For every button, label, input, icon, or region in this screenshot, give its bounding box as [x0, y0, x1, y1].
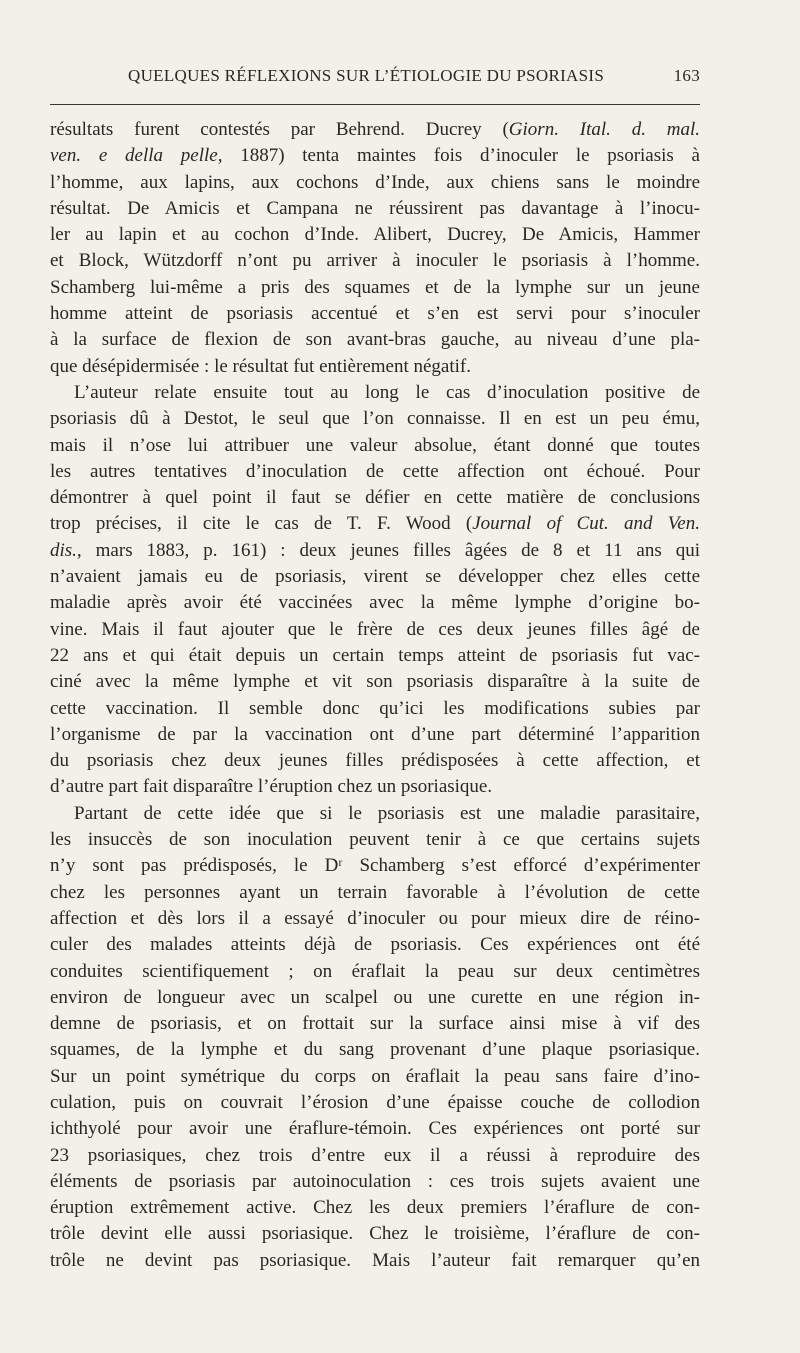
- text-run: éléments de psoriasis par autoinoculation : ces trois sujets avaient une: [50, 1170, 700, 1192]
- text-run: ichthyolé pour avoir une éraflure-témoin. Ces expériences ont porté sur: [50, 1118, 700, 1140]
- text-run: du psoriasis chez deux jeunes filles prédisposées à cette affection, et: [50, 750, 700, 772]
- text-run: demne de psoriasis, et on frottait sur la surface ainsi mise à vif des: [50, 1013, 700, 1035]
- text-line: [50, 722, 700, 748]
- text-run: n’avaient jamais eu de psoriasis, virent se développer chez elles cette: [50, 566, 700, 588]
- text-run: que désépidermisée : le résultat fut entièrement négatif.: [50, 355, 471, 377]
- text-run: psoriasis dû à Destot, le seul que l’on connaisse. Il en est un peu ému,: [50, 408, 700, 430]
- text-run: 22 ans et qui était depuis un certain temps atteint de psoriasis fut vac-: [50, 644, 700, 666]
- text-line: [50, 959, 700, 985]
- text-line: [50, 275, 700, 301]
- text-run: environ de longueur avec un scalpel ou une curette en une région in-: [50, 986, 700, 1008]
- text-line: [50, 511, 700, 537]
- text-run: Schamberg lui-même a pris des squames et de la lymphe sur un jeune: [50, 276, 700, 298]
- text-line: [50, 827, 700, 853]
- page-number: 163: [673, 66, 700, 85]
- header-rule: [50, 104, 700, 105]
- text-line: [50, 538, 700, 564]
- text-run: ler au lapin et au cochon d’Inde. Alibert, Ducrey, De Amicis, Hammer: [50, 224, 700, 246]
- text-line: [50, 985, 700, 1011]
- italic-run: dis.,: [50, 539, 82, 561]
- text-line: [50, 1195, 700, 1221]
- text-run: culation, puis on couvrait l’érosion d’une épaisse couche de collodion: [50, 1091, 700, 1113]
- text-line: [50, 696, 700, 722]
- text-run: l’homme, aux lapins, aux cochons d’Inde, aux chiens sans le moindre: [50, 171, 700, 193]
- text-line: [50, 354, 700, 380]
- text-line: [50, 222, 700, 248]
- text-line: [50, 117, 700, 143]
- text-line: [50, 801, 700, 827]
- text-run: ciné avec la même lymphe et vit son psoriasis disparaître à la suite de: [50, 671, 700, 693]
- text-run: démontrer à quel point il faut se défier en cette matière de conclusions: [50, 487, 700, 509]
- text-run: trôle ne devint pas psoriasique. Mais l’auteur fait remarquer qu’en: [50, 1249, 700, 1271]
- text-run: maladie après avoir été vaccinées avec la même lymphe d’origine bo-: [50, 592, 700, 614]
- text-run: homme atteint de psoriasis accentué et s’en est servi pour s’inoculer: [50, 303, 700, 325]
- text-line: [50, 1116, 700, 1142]
- text-run: 1887) tenta maintes fois d’inoculer le psoriasis à: [222, 145, 700, 167]
- italic-run: Journal of Cut. and Ven.: [472, 513, 700, 535]
- text-run: mais il n’ose lui attribuer une valeur absolue, étant donné que toutes: [50, 434, 700, 456]
- text-run: culer des malades atteints déjà de psoriasis. Ces expériences ont été: [50, 934, 700, 956]
- running-head-title: QUELQUES RÉFLEXIONS SUR L’ÉTIOLOGIE DU PSORIASIS: [128, 66, 605, 85]
- text-line: [50, 748, 700, 774]
- text-run: L’auteur relate ensuite tout au long le cas d’inoculation positive de: [74, 381, 700, 403]
- text-line: [50, 617, 700, 643]
- text-line: [50, 774, 700, 800]
- text-line: [50, 643, 700, 669]
- text-line: [50, 1011, 700, 1037]
- text-run: l’organisme de par la vaccination ont d’une part déterminé l’apparition: [50, 723, 700, 745]
- text-run: à la surface de flexion de son avant-bras gauche, au niveau d’une pla-: [50, 329, 700, 351]
- text-line: [50, 1221, 700, 1247]
- text-line: [50, 669, 700, 695]
- text-run: squames, de la lymphe et du sang provenant d’une plaque psoriasique.: [50, 1039, 700, 1061]
- text-line: [50, 1064, 700, 1090]
- text-line: [50, 564, 700, 590]
- text-run: n’y sont pas prédisposés, le Dʳ Schamberg s’est efforcé d’expérimenter: [50, 855, 700, 877]
- text-run: affection et dès lors il a essayé d’inoculer ou pour mieux dire de réino-: [50, 907, 700, 929]
- text-run: trôle devint elle aussi psoriasique. Chez le troisième, l’éraflure de con-: [50, 1223, 700, 1245]
- text-run: d’autre part fait disparaître l’éruption chez un psoriasique.: [50, 776, 493, 798]
- text-run: 23 psoriasiques, chez trois d’entre eux il a réussi à reproduire des: [50, 1144, 700, 1166]
- text-line: [50, 143, 700, 169]
- text-run: résultat. De Amicis et Campana ne réussirent pas davantage à l’inocu-: [50, 197, 700, 219]
- text-line: [50, 433, 700, 459]
- text-run: conduites scientifiquement ; on éraflait la peau sur deux centimètres: [50, 960, 700, 982]
- text-run: vine. Mais il faut ajouter que le frère de ces deux jeunes filles âgé de: [50, 618, 700, 640]
- text-run: et Block, Wützdorff n’ont pu arriver à inoculer le psoriasis à l’homme.: [50, 250, 700, 272]
- text-line: [50, 590, 700, 616]
- text-run: Partant de cette idée que si le psoriasis est une maladie parasitaire,: [74, 802, 700, 824]
- text-line: [50, 170, 700, 196]
- italic-run: ven. e della pelle,: [50, 145, 223, 167]
- text-run: éruption extrêmement active. Chez les deux premiers l’éraflure de con-: [50, 1197, 700, 1219]
- text-line: [50, 406, 700, 432]
- text-line: [50, 301, 700, 327]
- text-line: [50, 1037, 700, 1063]
- text-line: [50, 932, 700, 958]
- text-run: chez les personnes ayant un terrain favorable à l’évolution de cette: [50, 881, 700, 903]
- text-line: [50, 380, 700, 406]
- italic-run: Giorn. Ital. d. mal.: [508, 119, 700, 140]
- text-line: [50, 1143, 700, 1169]
- text-line: [50, 1248, 700, 1274]
- text-run: trop précises, il cite le cas de T. F. Wood (: [50, 513, 473, 535]
- text-run: Sur un point symétrique du corps on éraflait la peau sans faire d’ino-: [50, 1065, 700, 1087]
- text-line: [50, 1169, 700, 1195]
- text-run: cette vaccination. Il semble donc qu’ici les modifications subies par: [50, 697, 700, 719]
- text-line: [50, 485, 700, 511]
- text-line: [50, 196, 700, 222]
- text-line: [50, 248, 700, 274]
- text-line: [50, 906, 700, 932]
- text-line: [50, 853, 700, 879]
- text-line: [50, 327, 700, 353]
- text-run: résultats furent contestés par Behrend. Ducrey (: [50, 119, 509, 140]
- text-run: mars 1883, p. 161) : deux jeunes filles âgées de 8 et 11 ans qui: [81, 539, 700, 561]
- body-text: [50, 117, 700, 1274]
- text-line: [50, 1090, 700, 1116]
- text-run: les autres tentatives d’inoculation de cette affection ont échoué. Pour: [50, 460, 700, 482]
- text-line: [50, 880, 700, 906]
- text-run: les insuccès de son inoculation peuvent tenir à ce que certains sujets: [50, 829, 700, 851]
- text-line: [50, 459, 700, 485]
